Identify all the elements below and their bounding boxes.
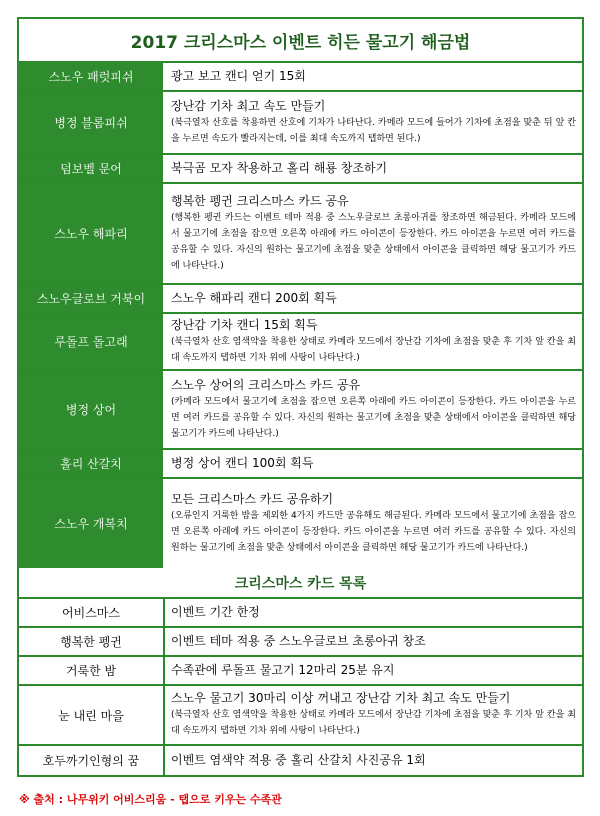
fish-condition: 스노우 해파리 캔디 200회 획득	[171, 290, 337, 305]
fish-condition-cell	[165, 479, 582, 568]
fish-condition: 광고 보고 캔디 얻기 15회	[171, 68, 306, 83]
fish-condition-cell	[165, 63, 582, 90]
fish-name: 스노우글로브 거북이	[19, 285, 165, 312]
fish-condition: 스노우 상어의 크리스마스 카드 공유	[171, 377, 361, 392]
fish-condition-note: (카메라 모드에서 물고기에 초점을 잡으면 오른쪽 아래에 카드 아이콘이 등장한다. 카드 아이콘을 누르면 여러 카드를 공유할 수 있다. 자신의 원하는 물고기에 초점을 맞춘 상태에서 아이콘을 클릭하면 해당 물고기가 카드에 나타난다.)	[171, 396, 576, 439]
fish-condition-note: (북극열차 산호 염색약을 착용한 상태로 카메라 모드에서 장난감 기차에 초점을 맞춘 후 기차 앞 칸을 최대 속도까지 탭하면 기차 위에 사탕이 나타난다.)	[171, 336, 576, 363]
card-row	[19, 686, 582, 746]
card-name: 눈 내린 마을	[19, 686, 165, 744]
card-condition: 이벤트 염색약 적용 중 홀리 산갈치 사진공유 1회	[171, 752, 426, 767]
card-name: 행복한 펭귄	[19, 628, 165, 655]
card-condition-cell	[165, 746, 582, 775]
fish-name: 홀리 산갈치	[19, 450, 165, 477]
card-condition: 이벤트 기간 한정	[171, 604, 260, 619]
fish-condition: 병정 상어 캔디 100회 획득	[171, 455, 314, 470]
card-row	[19, 628, 582, 657]
card-row	[19, 746, 582, 775]
fish-name: 스노우 패럿피쉬	[19, 63, 165, 90]
fish-condition-note: (북극열차 산호를 착용하면 산호에 기차가 나타난다. 카메라 모드에 들어가 기차에 초점을 맞춘 뒤 앞 칸을 누르면 속도가 빨라지는데, 이를 최대 속도까지 탭하면 된다.)	[171, 117, 576, 144]
card-name: 호두까기인형의 꿈	[19, 746, 165, 775]
fish-row	[19, 450, 582, 479]
fish-row	[19, 184, 582, 285]
page-title: 2017 크리스마스 이벤트 히든 물고기 해금법	[19, 19, 582, 63]
fish-row	[19, 479, 582, 568]
fish-name: 덤보벨 문어	[19, 155, 165, 182]
card-name: 어비스마스	[19, 599, 165, 626]
fish-name: 스노우 개복치	[19, 479, 165, 568]
fish-condition: 모든 크리스마스 카드 공유하기	[171, 491, 334, 506]
fish-condition-cell	[165, 92, 582, 153]
fish-row	[19, 92, 582, 155]
fish-row	[19, 63, 582, 92]
fish-name: 병정 상어	[19, 371, 165, 448]
card-condition: 수족관에 루돌프 물고기 12마리 25분 유지	[171, 662, 395, 677]
fish-condition-cell	[165, 285, 582, 312]
cards-section	[19, 599, 582, 775]
cards-section-title: 크리스마스 카드 목록	[19, 568, 582, 599]
fish-name: 병정 블롬피쉬	[19, 92, 165, 153]
fish-name: 루돌프 돌고래	[19, 314, 165, 369]
fish-condition: 장난감 기차 최고 속도 만들기	[171, 98, 326, 113]
fish-row	[19, 285, 582, 314]
card-row	[19, 599, 582, 628]
fish-condition-cell	[165, 155, 582, 182]
fish-condition: 행복한 펭귄 크리스마스 카드 공유	[171, 193, 349, 208]
source-note: ※ 출처 : 나무위키 어비스리움 - 탭으로 키우는 수족관	[19, 793, 282, 806]
card-name: 거룩한 밤	[19, 657, 165, 684]
fish-condition: 북극곰 모자 착용하고 홀리 해룡 창조하기	[171, 160, 388, 175]
fish-section	[19, 63, 582, 568]
card-condition-note: (북극열차 산호 염색약을 착용한 상태로 카메라 모드에서 장난감 기차에 초점을 맞춘 후 기차 앞 칸을 최대 속도까지 탭하면 기차 위에 사탕이 나타난다.)	[171, 710, 576, 736]
fish-condition-note: (행복한 펭귄 카드는 이벤트 테마 적용 중 스노우글로브 초롱아귀를 창조하면 해금된다. 카메라 모드에서 물고기에 초점을 잡으면 오른쪽 아래에 카드 아이콘이 등장한다. 카드 아이콘을 누르면 여러 카드를 공유할 수 있다. 자신의 원하는 물고기에 초점을 맞춘 상태에서 아이콘을 클릭하면 해당 물고기가 카드에 나타난다.)	[171, 212, 576, 271]
card-condition: 스노우 물고기 30마리 이상 꺼내고 장난감 기차 최고 속도 만들기	[171, 691, 511, 705]
fish-condition-cell	[165, 450, 582, 477]
card-row	[19, 657, 582, 686]
fish-condition: 장난감 기차 캔디 15회 획득	[171, 317, 318, 332]
card-condition-cell	[165, 657, 582, 684]
card-condition-cell	[165, 628, 582, 655]
card-condition: 이벤트 테마 적용 중 스노우글로브 초롱아귀 창조	[171, 633, 426, 648]
fish-row	[19, 314, 582, 371]
fish-condition-note: (오류인지 거룩한 밤을 제외한 4가지 카드만 공유해도 해금된다. 카메라 모드에서 물고기에 초점을 잡으면 오른쪽 아래에 카드 아이콘이 등장한다. 카드 아이콘을 누르면 여러 카드를 공유할 수 있다. 자신의 원하는 물고기에 초점을 맞춘 상태에서 아이콘을 클릭하면 해당 물고기가 카드에 나타난다.)	[171, 510, 576, 553]
card-condition-cell	[165, 599, 582, 626]
unlock-guide-table	[17, 17, 584, 777]
card-condition-cell	[165, 686, 582, 744]
fish-name: 스노우 해파리	[19, 184, 165, 283]
fish-condition-cell	[165, 371, 582, 448]
fish-row	[19, 155, 582, 184]
fish-row	[19, 371, 582, 450]
fish-condition-cell	[165, 314, 582, 369]
fish-condition-cell	[165, 184, 582, 283]
